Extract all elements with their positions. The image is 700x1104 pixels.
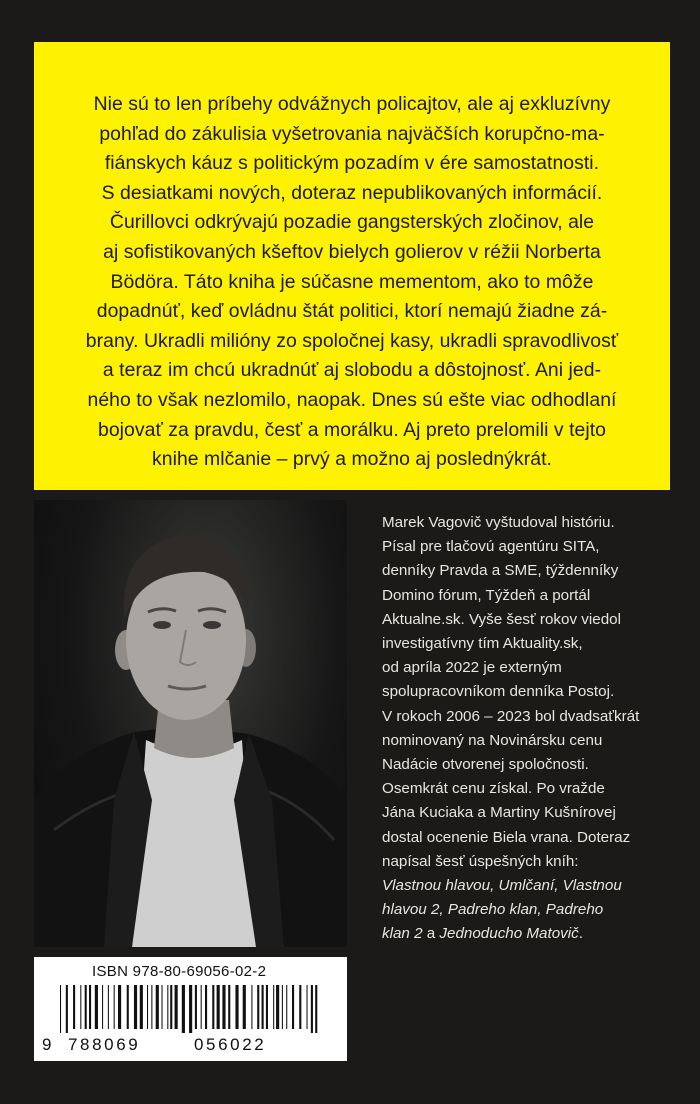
blurb-line: aj sofistikovaných kšeftov bielych golierov v réžii Norberta	[103, 240, 601, 263]
bio-line: napísal šesť úspešných kníh:	[382, 852, 579, 870]
barcode-bar	[292, 985, 294, 1029]
barcode-bar	[311, 985, 313, 1033]
blurb-line: ného to však nezlomilo, naopak. Dnes sú ešte viac odhodlaní	[87, 388, 617, 411]
barcode-bar	[228, 985, 230, 1029]
bio-line: Nadácie otvorenej spoločnosti.	[382, 756, 589, 774]
bio-last-line	[382, 922, 682, 946]
isbn-label: ISBN 978-80-69056-02-2	[92, 963, 267, 980]
bio-books-line: hlavou 2, Padreho klan, Padreho	[382, 901, 604, 919]
barcode-bar	[222, 985, 225, 1029]
barcode-bar	[299, 985, 301, 1029]
bio-line: Domino fórum, Týždeň a portál	[382, 586, 591, 604]
barcode-bar	[243, 985, 246, 1029]
barcode-bar	[266, 985, 268, 1029]
barcode-bar	[273, 985, 274, 1029]
bio-books-line: Vlastnou hlavou, Umlčaní, Vlastnou	[382, 877, 622, 895]
blurb-line: brany. Ukradli milióny zo spoločnej kasy, ukradli spravodlivosť	[85, 329, 619, 352]
bio-last-segment: a	[422, 925, 440, 943]
barcode-bar	[205, 985, 207, 1029]
barcode-bar	[170, 985, 172, 1029]
blurb-line: Čurillovci odkrývajú pozadie gangsterských zločinov, ale	[109, 211, 595, 234]
bio-line: V rokoch 2006 – 2023 bol dvadsaťkrát	[382, 707, 640, 725]
bio-line: spolupracovníkom denníka Postoj.	[382, 683, 615, 701]
barcode-bar	[89, 985, 91, 1029]
barcode-bar	[140, 985, 143, 1029]
blurb-line: bojovať za pravdu, česť a morálku. Aj preto prelomili v tejto	[98, 418, 606, 441]
blurb-line: knihe mlčanie – prvý a možno aj poslednýkrát.	[152, 448, 552, 471]
bio-last-segment: Jednoducho Matovič	[439, 925, 579, 943]
barcode-bar	[276, 985, 279, 1029]
barcode-bar	[195, 985, 197, 1029]
barcode-bar	[151, 985, 152, 1029]
bio-line: investigatívny tím Aktuality.sk,	[382, 635, 583, 653]
bio-line: Marek Vagovič vyštudoval históriu.	[382, 514, 615, 531]
blurb-line: dopadnúť, keď ovládnu štát politici, ktorí nemajú žiadne zá-	[96, 300, 608, 323]
blurb-line: pohľad do zákulisia vyšetrovania najväčších korupčno-ma-	[99, 122, 605, 145]
bio-line: Písal pre tlačovú agentúru SITA,	[382, 538, 600, 556]
barcode-bar	[162, 985, 163, 1029]
blurb-panel	[34, 42, 670, 490]
barcode-bar	[118, 985, 121, 1029]
bio-line: denníky Pravda a SME, týždenníky	[382, 562, 619, 580]
blurb-line: S desiatkami nových, doteraz nepublikovaných informácií.	[101, 181, 603, 204]
bio-last-segment: .	[578, 925, 583, 943]
barcode-bar	[95, 985, 98, 1029]
barcode-bar	[134, 985, 137, 1029]
barcode	[56, 985, 326, 1033]
barcode-bar	[60, 985, 61, 1033]
author-bio	[382, 511, 682, 947]
barcode-bar	[80, 985, 81, 1029]
barcode-bar	[85, 985, 87, 1029]
blurb-line: Bödöra. Táto kniha je súčasne mementom, ako to môže	[110, 270, 594, 293]
blurb-line: fiánskych káuz s politickým pozadím v ére samostatnosti.	[104, 152, 600, 175]
barcode-bar	[156, 985, 159, 1029]
bio-last-segment: klan 2	[382, 925, 423, 943]
barcode-bar	[315, 985, 317, 1033]
isbn-panel	[34, 957, 347, 1061]
barcode-bar	[189, 985, 192, 1033]
barcode-bar	[147, 985, 148, 1029]
bio-line: Osemkrát cenu získal. Po vražde	[382, 780, 605, 798]
barcode-bar	[217, 985, 220, 1029]
barcode-bar	[257, 985, 259, 1029]
bio-line: Jána Kuciaka a Martiny Kušnírovej	[382, 804, 616, 822]
blurb-text	[64, 90, 640, 475]
bio-line: Aktualne.sk. Vyše šesť rokov viedol	[382, 610, 621, 628]
barcode-digit-first: 9	[42, 1035, 55, 1054]
barcode-bar	[102, 985, 103, 1029]
barcode-bar	[182, 985, 185, 1033]
barcode-bar	[212, 985, 214, 1029]
barcode-bar	[262, 985, 264, 1029]
barcode-bar	[201, 985, 202, 1029]
barcode-bar	[114, 985, 115, 1029]
barcode-bar	[235, 985, 238, 1029]
barcode-bar	[66, 985, 68, 1033]
barcode-bar	[175, 985, 178, 1029]
bio-line: nominovaný na Novinársku cenu	[382, 731, 603, 749]
bio-line: od apríla 2022 je externým	[382, 659, 562, 677]
barcode-bar	[307, 985, 308, 1029]
bio-line: dostal ocenenie Biela vrana. Doteraz	[382, 828, 631, 846]
barcode-bar	[108, 985, 109, 1029]
barcode-digits-left: 788069	[68, 1035, 141, 1054]
barcode-bar	[167, 985, 168, 1029]
barcode-bar	[251, 985, 252, 1029]
barcode-bar	[282, 985, 283, 1029]
barcode-bar	[73, 985, 75, 1029]
barcode-bar	[127, 985, 129, 1029]
barcode-bar	[286, 985, 287, 1029]
blurb-line: Nie sú to len príbehy odvážnych policajtov, ale aj exkluzívny	[93, 93, 611, 115]
author-photo	[34, 500, 347, 947]
barcode-digits-right: 056022	[194, 1035, 267, 1054]
blurb-line: a teraz im chcú ukradnúť aj slobodu a dôstojnosť. Ani jed-	[102, 359, 602, 382]
